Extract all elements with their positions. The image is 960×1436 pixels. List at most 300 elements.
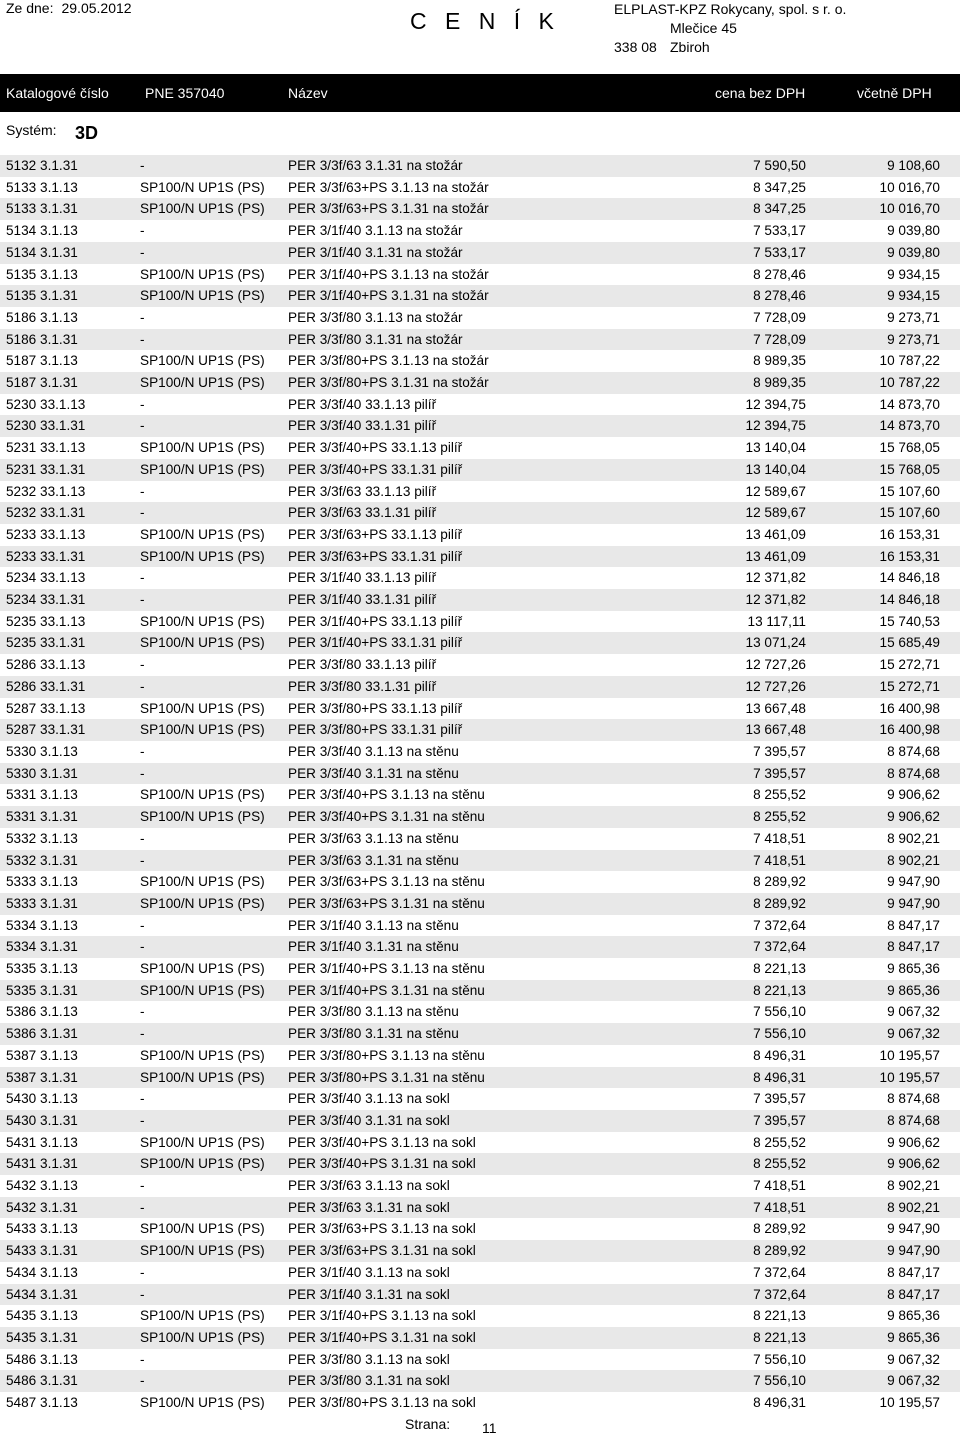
system-value: 3D	[75, 123, 99, 143]
cell-code: 5232 33.1.13	[6, 483, 86, 499]
cell-price-inc: 9 067,32	[806, 1370, 960, 1392]
cell-name: PER 3/3f/63 3.1.31 na sokl	[288, 1197, 608, 1219]
cell-price-ex: 7 533,17	[608, 242, 806, 264]
cell-pne: SP100/N UP1S (PS)	[140, 1240, 288, 1262]
table-row	[0, 524, 960, 546]
cell-pne: SP100/N UP1S (PS)	[140, 1067, 288, 1089]
cell-code: 5231 33.1.31	[0, 459, 140, 481]
cell-price-ex: 8 278,46	[608, 285, 806, 307]
cell-price-inc: 8 874,68	[806, 763, 960, 785]
cell-pne: SP100/N UP1S (PS)	[140, 1047, 265, 1063]
cell-price-ex: 13 461,09	[745, 526, 806, 542]
cell-code: 5334 3.1.31	[0, 936, 140, 958]
table-row	[0, 155, 960, 177]
cell-pne: SP100/N UP1S (PS)	[140, 526, 265, 542]
table-row	[0, 1001, 960, 1023]
cell-price-ex: 7 418,51	[608, 850, 806, 872]
cell-name: PER 3/1f/40 3.1.13 na stěnu	[288, 917, 459, 933]
cell-name: PER 3/1f/40 3.1.31 na sokl	[288, 1284, 608, 1306]
table-row	[0, 481, 960, 503]
cell-pne: SP100/N UP1S (PS)	[140, 266, 265, 282]
cell-pne: SP100/N UP1S (PS)	[140, 353, 265, 369]
table-row	[0, 871, 960, 893]
cell-price-inc: 14 873,70	[806, 415, 960, 437]
table-row	[0, 1327, 960, 1349]
cell-price-inc: 8 874,68	[887, 1091, 940, 1107]
table-row	[0, 1240, 960, 1262]
table-row	[0, 1262, 960, 1284]
cell-price-inc: 9 039,80	[887, 223, 940, 239]
cell-name: PER 3/3f/40+PS 3.1.31 na stěnu	[288, 806, 608, 828]
cell-name: PER 3/1f/40+PS 33.1.31 pilíř	[288, 632, 608, 654]
table-row	[0, 784, 960, 806]
date-label: Ze dne:	[6, 0, 54, 16]
cell-code: 5433 3.1.13	[6, 1221, 78, 1237]
company-name: ELPLAST-KPZ Rokycany, spol. s r. o.	[614, 1, 847, 17]
table-row	[0, 372, 960, 394]
cell-price-ex: 7 590,50	[608, 155, 806, 177]
cell-price-ex: 8 255,52	[753, 1134, 806, 1150]
cell-price-ex: 7 395,57	[608, 763, 806, 785]
cell-price-ex: 8 989,35	[608, 372, 806, 394]
cell-price-ex: 13 667,48	[745, 700, 806, 716]
cell-price-inc: 10 787,22	[806, 372, 960, 394]
table-row	[0, 1175, 960, 1197]
cell-code: 5435 3.1.31	[0, 1327, 140, 1349]
cell-price-ex: 8 221,13	[608, 1327, 806, 1349]
cell-price-inc: 9 906,62	[806, 806, 960, 828]
cell-code: 5487 3.1.13	[6, 1395, 78, 1411]
cell-pne: SP100/N UP1S (PS)	[140, 787, 265, 803]
cell-price-inc: 15 272,71	[879, 657, 940, 673]
cell-name: PER 3/3f/80+PS 3.1.13 na stožár	[288, 353, 489, 369]
table-row	[0, 1067, 960, 1089]
table-row	[0, 546, 960, 568]
cell-pne: SP100/N UP1S (PS)	[140, 700, 265, 716]
table-row	[0, 350, 960, 372]
cell-price-inc: 9 273,71	[887, 309, 940, 325]
cell-code: 5332 3.1.13	[6, 830, 78, 846]
cell-code: 5386 3.1.13	[6, 1004, 78, 1020]
company-zip: 338 08	[614, 39, 657, 55]
cell-code: 5234 33.1.13	[6, 570, 86, 586]
cell-price-ex: 8 255,52	[608, 806, 806, 828]
cell-price-inc: 9 947,90	[887, 1221, 940, 1237]
cell-pne: -	[140, 570, 145, 586]
cell-code: 5186 3.1.13	[6, 309, 78, 325]
cell-price-ex: 8 255,52	[608, 1153, 806, 1175]
table-row	[0, 763, 960, 785]
cell-name: PER 3/3f/80+PS 3.1.31 na stěnu	[288, 1067, 608, 1089]
cell-code: 5335 3.1.13	[6, 961, 78, 977]
cell-price-ex: 8 289,92	[608, 893, 806, 915]
cell-code: 5186 3.1.31	[0, 329, 140, 351]
cell-name: PER 3/3f/63+PS 3.1.31 na sokl	[288, 1240, 608, 1262]
cell-name: PER 3/3f/40 33.1.13 pilíř	[288, 396, 437, 412]
cell-price-ex: 13 140,04	[608, 459, 806, 481]
cell-price-ex: 8 221,13	[753, 1308, 806, 1324]
cell-code: 5231 33.1.13	[6, 440, 86, 456]
cell-price-ex: 7 372,64	[753, 917, 806, 933]
column-header-price-ex: cena bez DPH	[715, 85, 806, 101]
table-row	[0, 285, 960, 307]
cell-price-inc: 15 768,05	[879, 440, 940, 456]
cell-price-inc: 16 400,98	[879, 700, 940, 716]
cell-price-inc: 16 153,31	[879, 526, 940, 542]
cell-code: 5387 3.1.31	[0, 1067, 140, 1089]
table-row	[0, 719, 960, 741]
cell-code: 5134 3.1.31	[0, 242, 140, 264]
cell-name: PER 3/3f/80 3.1.13 na sokl	[288, 1351, 450, 1367]
table-row	[0, 242, 960, 264]
cell-pne: SP100/N UP1S (PS)	[140, 179, 265, 195]
cell-price-ex: 7 372,64	[608, 936, 806, 958]
table-row	[0, 1370, 960, 1392]
cell-code: 5330 3.1.31	[0, 763, 140, 785]
cell-code: 5135 3.1.13	[6, 266, 78, 282]
table-row	[0, 198, 960, 220]
column-header-bar	[0, 74, 960, 112]
cell-price-inc: 8 847,17	[887, 917, 940, 933]
cell-price-inc: 8 874,68	[887, 743, 940, 759]
cell-price-inc: 16 400,98	[806, 719, 960, 741]
cell-name: PER 3/1f/40+PS 3.1.13 na sokl	[288, 1308, 476, 1324]
cell-code: 5333 3.1.31	[0, 893, 140, 915]
cell-code: 5434 3.1.31	[0, 1284, 140, 1306]
cell-price-ex: 7 418,51	[753, 1178, 806, 1194]
cell-pne: SP100/N UP1S (PS)	[140, 874, 265, 890]
table-row	[0, 1088, 960, 1110]
cell-code: 5433 3.1.31	[0, 1240, 140, 1262]
cell-price-ex: 7 395,57	[753, 1091, 806, 1107]
table-row	[0, 1045, 960, 1067]
table-row	[0, 459, 960, 481]
cell-price-inc: 9 273,71	[806, 329, 960, 351]
cell-code: 5334 3.1.13	[6, 917, 78, 933]
company-city: Zbiroh	[670, 39, 710, 55]
cell-name: PER 3/3f/63+PS 3.1.31 na stožár	[288, 198, 608, 220]
cell-price-ex: 8 278,46	[753, 266, 806, 282]
cell-pne: -	[140, 936, 288, 958]
cell-name: PER 3/1f/40+PS 3.1.31 na sokl	[288, 1327, 608, 1349]
cell-pne: -	[140, 1197, 288, 1219]
cell-pne: SP100/N UP1S (PS)	[140, 1395, 265, 1411]
table-row	[0, 936, 960, 958]
cell-price-ex: 8 347,25	[753, 179, 806, 195]
cell-code: 5486 3.1.13	[6, 1351, 78, 1367]
cell-price-inc: 14 846,18	[879, 570, 940, 586]
cell-pne: -	[140, 415, 288, 437]
cell-name: PER 3/3f/40 3.1.31 na sokl	[288, 1110, 608, 1132]
cell-name: PER 3/1f/40 3.1.31 na stěnu	[288, 936, 608, 958]
cell-price-inc: 9 865,36	[806, 1327, 960, 1349]
cell-pne: SP100/N UP1S (PS)	[140, 980, 288, 1002]
cell-price-ex: 8 289,92	[608, 1240, 806, 1262]
cell-price-ex: 13 667,48	[608, 719, 806, 741]
cell-name: PER 3/3f/80 3.1.13 na stožár	[288, 309, 463, 325]
cell-price-ex: 13 140,04	[745, 440, 806, 456]
cell-pne: SP100/N UP1S (PS)	[140, 632, 288, 654]
cell-code: 5430 3.1.13	[6, 1091, 78, 1107]
cell-price-inc: 8 847,17	[806, 936, 960, 958]
cell-code: 5135 3.1.31	[0, 285, 140, 307]
cell-pne: -	[140, 1370, 288, 1392]
cell-pne: SP100/N UP1S (PS)	[140, 1308, 265, 1324]
cell-pne: -	[140, 1023, 288, 1045]
cell-price-inc: 9 067,32	[806, 1023, 960, 1045]
table-row	[0, 654, 960, 676]
cell-pne: SP100/N UP1S (PS)	[140, 1221, 265, 1237]
cell-name: PER 3/3f/63 3.1.31 na stožár	[288, 155, 608, 177]
cell-pne: -	[140, 763, 288, 785]
cell-code: 5330 3.1.13	[6, 743, 78, 759]
table-row	[0, 828, 960, 850]
cell-price-inc: 8 902,21	[887, 830, 940, 846]
cell-price-inc: 9 067,32	[887, 1351, 940, 1367]
cell-code: 5233 33.1.13	[6, 526, 86, 542]
cell-name: PER 3/3f/63+PS 33.1.31 pilíř	[288, 546, 608, 568]
cell-name: PER 3/1f/40 33.1.31 pilíř	[288, 589, 608, 611]
table-row	[0, 502, 960, 524]
column-header-name: Název	[288, 85, 328, 101]
cell-code: 5134 3.1.13	[6, 223, 78, 239]
cell-price-ex: 7 418,51	[608, 1197, 806, 1219]
table-row	[0, 329, 960, 351]
cell-code: 5432 3.1.31	[0, 1197, 140, 1219]
cell-pne: SP100/N UP1S (PS)	[140, 961, 265, 977]
cell-code: 5331 3.1.13	[6, 787, 78, 803]
cell-price-inc: 9 934,15	[887, 266, 940, 282]
cell-name: PER 3/3f/63+PS 3.1.13 na stěnu	[288, 874, 485, 890]
company-address	[614, 0, 846, 57]
cell-name: PER 3/3f/63 3.1.13 na stěnu	[288, 830, 459, 846]
cell-name: PER 3/3f/63+PS 3.1.31 na stěnu	[288, 893, 608, 915]
cell-code: 5286 33.1.31	[0, 676, 140, 698]
table-row	[0, 307, 960, 329]
cell-pne: SP100/N UP1S (PS)	[140, 198, 288, 220]
cell-price-ex: 7 395,57	[753, 743, 806, 759]
cell-pne: SP100/N UP1S (PS)	[140, 806, 288, 828]
cell-name: PER 3/3f/40+PS 3.1.31 na sokl	[288, 1153, 608, 1175]
cell-price-ex: 12 371,82	[745, 570, 806, 586]
cell-price-inc: 10 787,22	[879, 353, 940, 369]
column-header-pne: PNE 357040	[145, 85, 225, 101]
table-row	[0, 394, 960, 416]
cell-name: PER 3/3f/40 3.1.13 na stěnu	[288, 743, 459, 759]
cell-name: PER 3/1f/40 33.1.13 pilíř	[288, 570, 437, 586]
cell-price-inc: 10 195,57	[879, 1047, 940, 1063]
table-row	[0, 1284, 960, 1306]
cell-price-inc: 10 195,57	[806, 1067, 960, 1089]
cell-pne: -	[140, 502, 288, 524]
cell-price-ex: 8 221,13	[608, 980, 806, 1002]
cell-pne: SP100/N UP1S (PS)	[140, 459, 288, 481]
cell-price-inc: 10 195,57	[879, 1395, 940, 1411]
table-row	[0, 437, 960, 459]
cell-name: PER 3/3f/63 33.1.13 pilíř	[288, 483, 437, 499]
table-row	[0, 958, 960, 980]
date-value: 29.05.2012	[61, 0, 132, 16]
cell-code: 5431 3.1.31	[0, 1153, 140, 1175]
company-street: Mlečice 45	[670, 20, 737, 36]
cell-price-ex: 8 221,13	[753, 961, 806, 977]
column-header-price-inc: včetně DPH	[857, 85, 932, 101]
table-row	[0, 264, 960, 286]
cell-name: PER 3/3f/40+PS 33.1.31 pilíř	[288, 459, 608, 481]
cell-name: PER 3/3f/40 3.1.31 na stěnu	[288, 763, 608, 785]
cell-price-inc: 8 847,17	[887, 1264, 940, 1280]
price-table	[0, 155, 960, 1414]
cell-name: PER 3/1f/40+PS 3.1.31 na stožár	[288, 285, 608, 307]
cell-code: 5430 3.1.31	[0, 1110, 140, 1132]
cell-code: 5235 33.1.13	[6, 613, 86, 629]
cell-pne: -	[140, 830, 145, 846]
cell-price-ex: 8 347,25	[608, 198, 806, 220]
cell-price-ex: 7 395,57	[608, 1110, 806, 1132]
cell-pne: -	[140, 1004, 145, 1020]
cell-pne: -	[140, 657, 145, 673]
cell-code: 5387 3.1.13	[6, 1047, 78, 1063]
cell-code: 5287 33.1.31	[0, 719, 140, 741]
cell-name: PER 3/3f/40+PS 3.1.13 na sokl	[288, 1134, 476, 1150]
cell-price-ex: 13 117,11	[747, 613, 806, 629]
cell-pne: -	[140, 1284, 288, 1306]
cell-price-inc: 9 934,15	[806, 285, 960, 307]
cell-code: 5230 33.1.13	[6, 396, 86, 412]
cell-pne: SP100/N UP1S (PS)	[140, 546, 288, 568]
table-row	[0, 632, 960, 654]
cell-price-ex: 8 289,92	[753, 1221, 806, 1237]
cell-price-ex: 7 372,64	[608, 1284, 806, 1306]
cell-price-ex: 13 461,09	[608, 546, 806, 568]
cell-pne: -	[140, 329, 288, 351]
cell-price-ex: 8 496,31	[753, 1047, 806, 1063]
cell-pne: -	[140, 483, 145, 499]
cell-pne: SP100/N UP1S (PS)	[140, 1153, 288, 1175]
cell-pne: SP100/N UP1S (PS)	[140, 372, 288, 394]
cell-price-ex: 8 289,92	[753, 874, 806, 890]
cell-price-ex: 7 533,17	[753, 223, 806, 239]
cell-pne: SP100/N UP1S (PS)	[140, 613, 265, 629]
cell-price-inc: 15 272,71	[806, 676, 960, 698]
cell-price-ex: 12 727,26	[745, 657, 806, 673]
cell-price-inc: 9 865,36	[887, 961, 940, 977]
table-row	[0, 589, 960, 611]
date-block	[6, 0, 132, 16]
page-title: C E N Í K	[410, 8, 560, 34]
cell-name: PER 3/3f/40+PS 33.1.13 pilíř	[288, 440, 463, 456]
cell-price-inc: 9 947,90	[806, 1240, 960, 1262]
cell-name: PER 3/3f/80+PS 3.1.13 na stěnu	[288, 1047, 485, 1063]
cell-price-ex: 12 589,67	[608, 502, 806, 524]
cell-code: 5287 33.1.13	[6, 700, 86, 716]
cell-price-inc: 15 768,05	[806, 459, 960, 481]
table-row	[0, 611, 960, 633]
cell-price-ex: 12 394,75	[745, 396, 806, 412]
cell-code: 5133 3.1.13	[6, 179, 78, 195]
cell-name: PER 3/3f/80+PS 33.1.13 pilíř	[288, 700, 463, 716]
cell-code: 5187 3.1.31	[0, 372, 140, 394]
cell-price-ex: 7 728,09	[753, 309, 806, 325]
cell-code: 5435 3.1.13	[6, 1308, 78, 1324]
cell-price-inc: 8 902,21	[806, 1197, 960, 1219]
cell-price-ex: 8 496,31	[608, 1067, 806, 1089]
cell-name: PER 3/3f/80+PS 33.1.31 pilíř	[288, 719, 608, 741]
cell-pne: -	[140, 242, 288, 264]
cell-name: PER 3/3f/40 33.1.31 pilíř	[288, 415, 608, 437]
cell-name: PER 3/1f/40 3.1.13 na stožár	[288, 223, 463, 239]
cell-price-inc: 8 847,17	[806, 1284, 960, 1306]
cell-price-inc: 16 153,31	[806, 546, 960, 568]
cell-code: 5486 3.1.31	[0, 1370, 140, 1392]
cell-pne: SP100/N UP1S (PS)	[140, 285, 288, 307]
table-row	[0, 1197, 960, 1219]
cell-code: 5232 33.1.31	[0, 502, 140, 524]
cell-price-inc: 9 865,36	[887, 1308, 940, 1324]
cell-price-ex: 7 418,51	[753, 830, 806, 846]
cell-pne: -	[140, 850, 288, 872]
cell-code: 5333 3.1.13	[6, 874, 78, 890]
cell-name: PER 3/3f/80 33.1.13 pilíř	[288, 657, 437, 673]
cell-price-ex: 12 589,67	[745, 483, 806, 499]
cell-name: PER 3/3f/63+PS 3.1.13 na sokl	[288, 1221, 476, 1237]
table-row	[0, 1218, 960, 1240]
cell-name: PER 3/3f/80 33.1.31 pilíř	[288, 676, 608, 698]
cell-name: PER 3/3f/80 3.1.13 na stěnu	[288, 1004, 459, 1020]
cell-price-inc: 15 107,60	[879, 483, 940, 499]
cell-code: 5233 33.1.31	[0, 546, 140, 568]
cell-price-inc: 9 906,62	[806, 1153, 960, 1175]
cell-pne: SP100/N UP1S (PS)	[140, 440, 265, 456]
cell-price-ex: 12 394,75	[608, 415, 806, 437]
cell-name: PER 3/3f/80 3.1.31 na stěnu	[288, 1023, 608, 1045]
cell-code: 5335 3.1.31	[0, 980, 140, 1002]
cell-price-ex: 8 255,52	[753, 787, 806, 803]
cell-code: 5132 3.1.31	[0, 155, 140, 177]
table-row	[0, 893, 960, 915]
table-row	[0, 741, 960, 763]
cell-name: PER 3/3f/63 3.1.31 na stěnu	[288, 850, 608, 872]
cell-name: PER 3/3f/80+PS 3.1.13 na sokl	[288, 1395, 476, 1411]
table-row	[0, 1349, 960, 1371]
table-row	[0, 567, 960, 589]
cell-code: 5332 3.1.31	[0, 850, 140, 872]
cell-code: 5434 3.1.13	[6, 1264, 78, 1280]
cell-code: 5133 3.1.31	[0, 198, 140, 220]
cell-price-inc: 9 906,62	[887, 787, 940, 803]
cell-price-ex: 7 556,10	[608, 1023, 806, 1045]
cell-price-inc: 9 906,62	[887, 1134, 940, 1150]
cell-price-ex: 8 496,31	[753, 1395, 806, 1411]
cell-pne: -	[140, 1178, 145, 1194]
cell-pne: -	[140, 743, 145, 759]
price-table-body	[0, 155, 960, 1414]
cell-price-inc: 15 685,49	[806, 632, 960, 654]
cell-price-inc: 9 067,32	[887, 1004, 940, 1020]
cell-name: PER 3/3f/80 3.1.31 na stožár	[288, 329, 608, 351]
cell-pne: -	[140, 1091, 145, 1107]
cell-name: PER 3/3f/63 33.1.31 pilíř	[288, 502, 608, 524]
cell-name: PER 3/3f/63+PS 3.1.13 na stožár	[288, 179, 489, 195]
cell-name: PER 3/3f/63 3.1.13 na sokl	[288, 1178, 450, 1194]
cell-price-ex: 12 727,26	[608, 676, 806, 698]
cell-price-inc: 9 108,60	[806, 155, 960, 177]
cell-price-inc: 8 902,21	[887, 1178, 940, 1194]
cell-pne: SP100/N UP1S (PS)	[140, 893, 288, 915]
cell-pne: -	[140, 309, 145, 325]
cell-code: 5331 3.1.31	[0, 806, 140, 828]
cell-price-ex: 7 556,10	[753, 1351, 806, 1367]
